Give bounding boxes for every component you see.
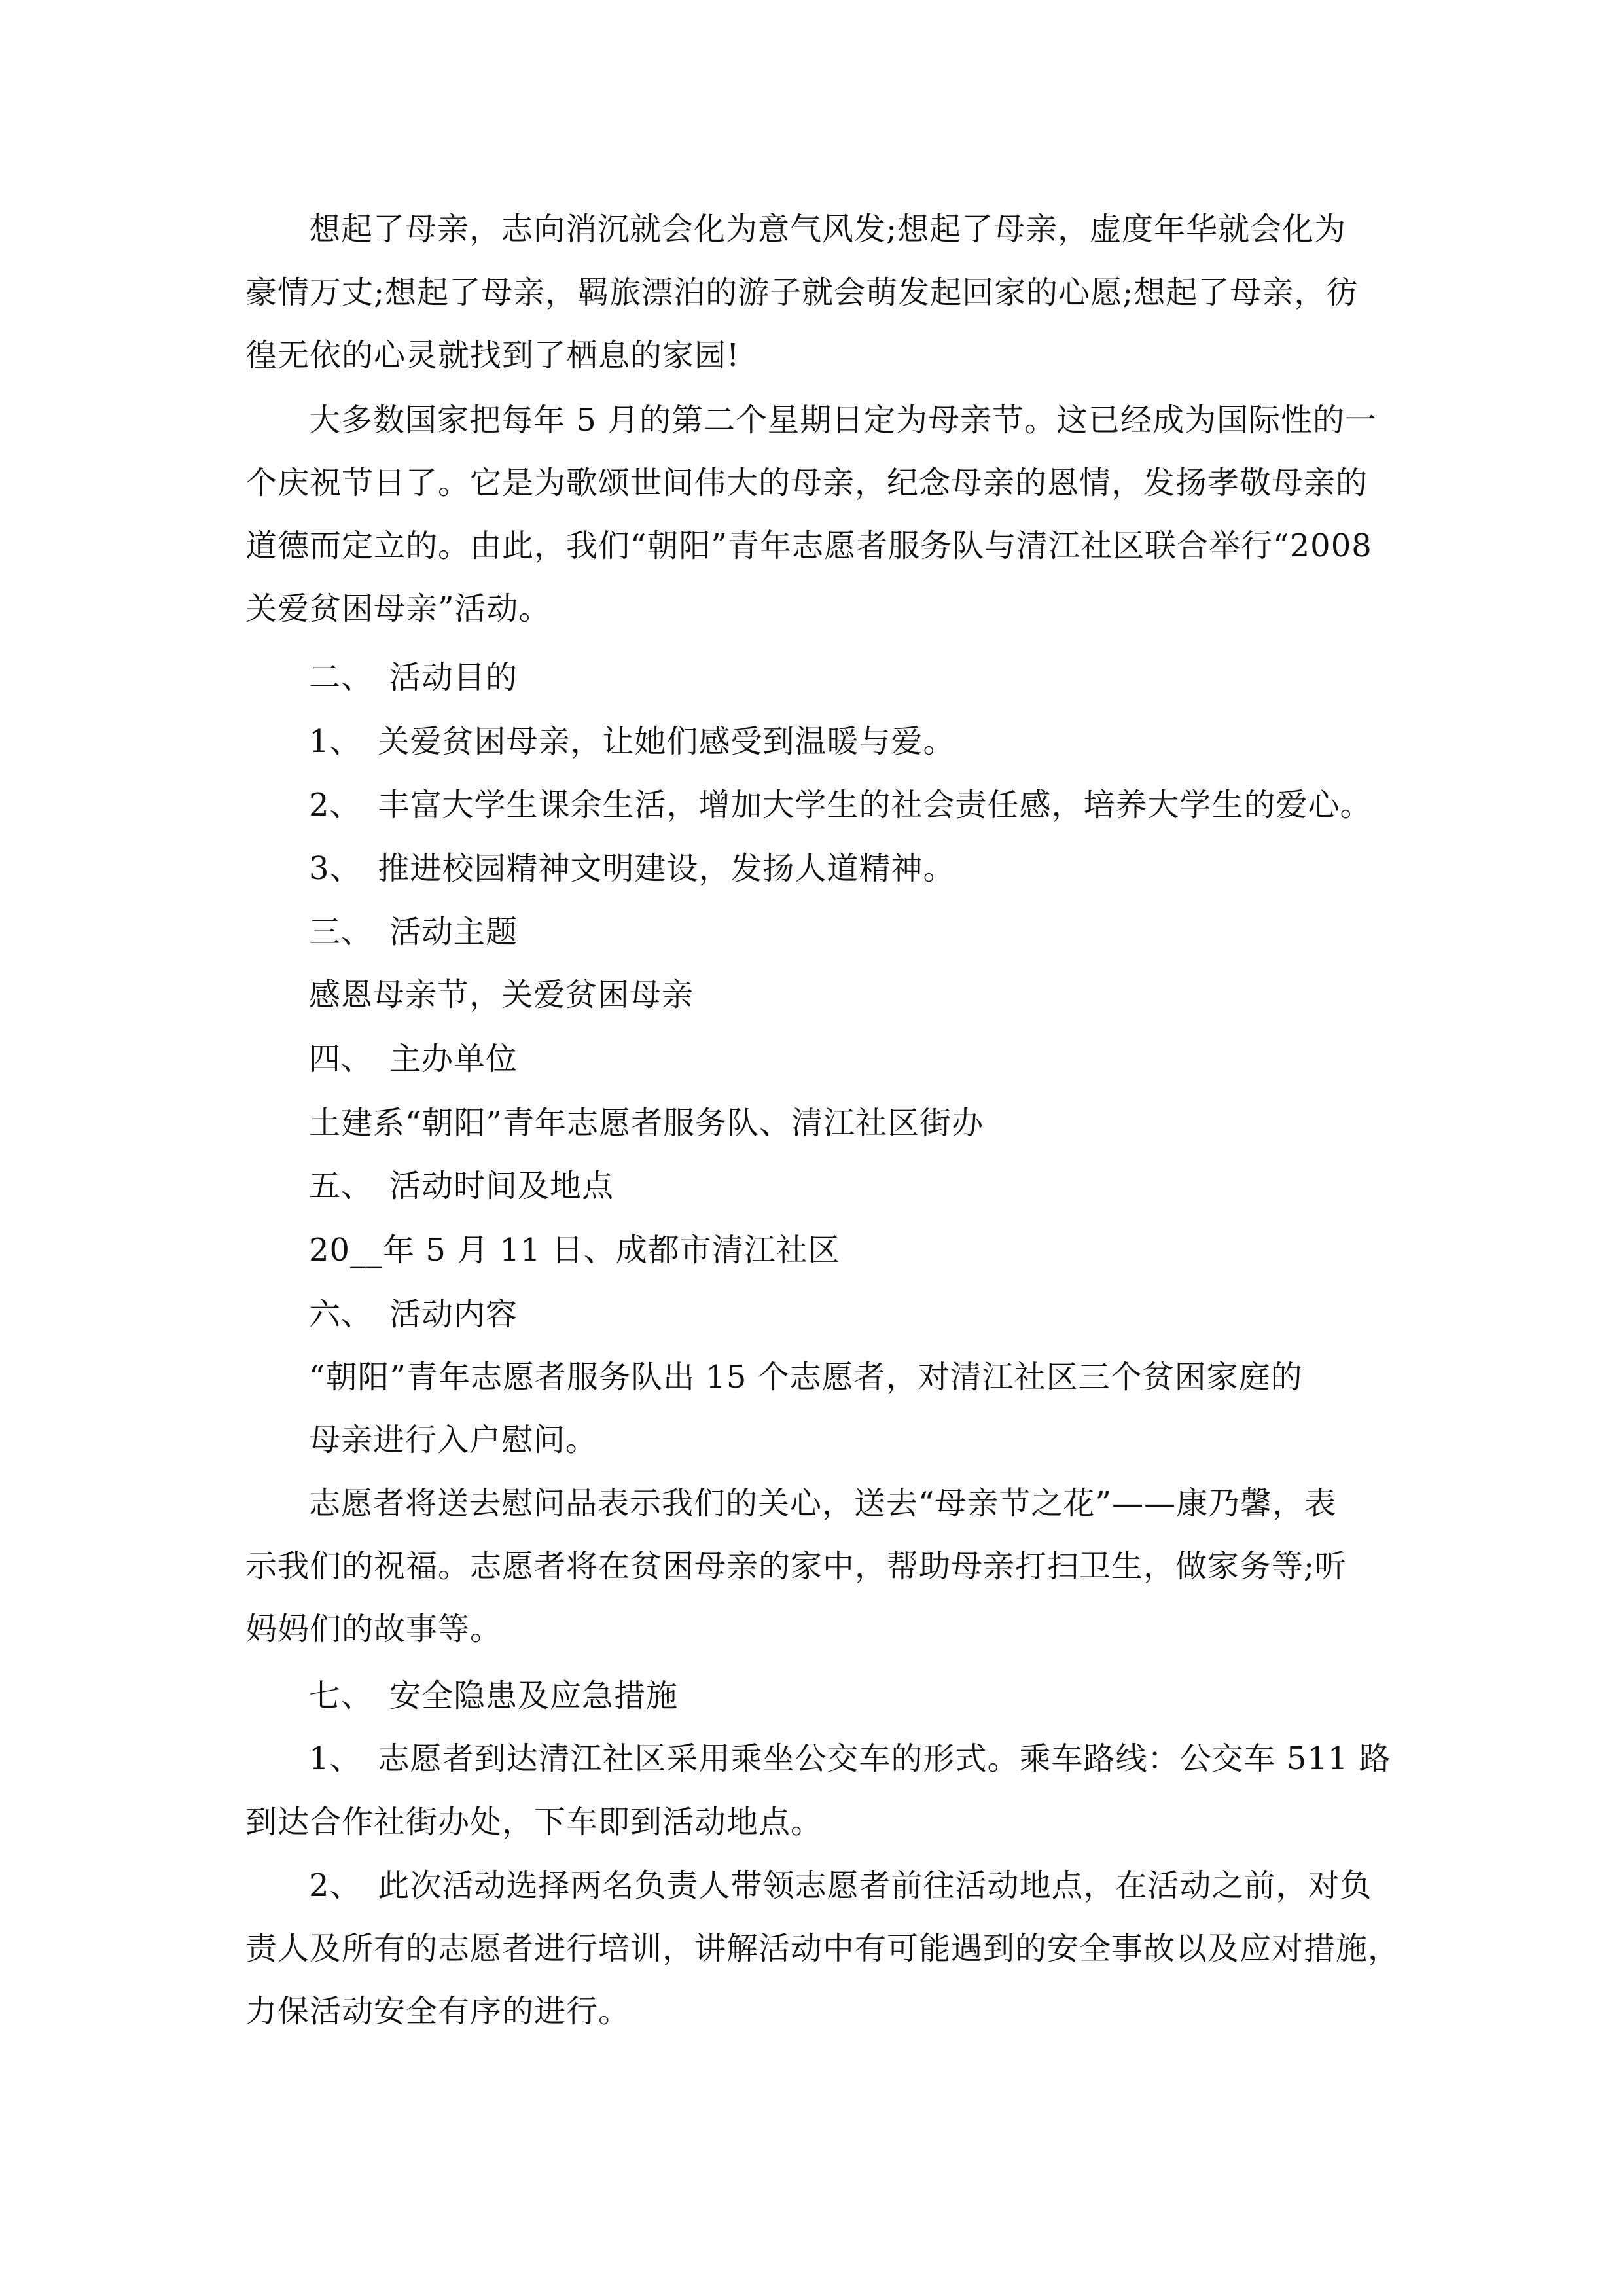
paragraph-line: 徨无依的心灵就找到了栖息的家园! [245,337,740,374]
paragraph-line: 土建系“朝阳”青年志愿者服务队、清江社区街办 [309,1105,984,1141]
paragraph-line: “朝阳”青年志愿者服务队出 15 个志愿者，对清江社区三个贫困家庭的 [309,1359,1303,1395]
section-heading: 七、 安全隐患及应急措施 [309,1677,679,1714]
paragraph-line: 豪情万丈;想起了母亲，羁旅漂泊的游子就会萌发起回家的心愿;想起了母亲，彷 [245,274,1359,311]
paragraph-line: 示我们的祝福。志愿者将在贫困母亲的家中，帮助母亲打扫卫生，做家务等;听 [245,1548,1347,1585]
paragraph-line: 关爱贫困母亲”活动。 [245,590,551,627]
section-heading: 二、 活动目的 [309,659,518,696]
paragraph-line: 力保活动安全有序的进行。 [245,1993,631,2030]
paragraph-line: 责人及所有的志愿者进行培训，讲解活动中有可能遇到的安全事故以及应对措施， [245,1930,1400,1967]
paragraph-line: 20__年 5 月 11 日、成都市清江社区 [309,1232,840,1268]
paragraph-line: 想起了母亲，志向消沉就会化为意气风发;想起了母亲，虚度年华就会化为 [309,211,1347,247]
list-item: 2、 此次活动选择两名负责人带领志愿者前往活动地点，在活动之前，对负 [309,1867,1372,1904]
list-item: 2、 丰富大学生课余生活，增加大学生的社会责任感，培养大学生的爱心。 [309,787,1372,823]
list-item: 1、 志愿者到达清江社区采用乘坐公交车的形式。乘车路线：公交车 511 路 [309,1740,1391,1777]
section-heading: 五、 活动时间及地点 [309,1168,615,1204]
section-heading: 四、 主办单位 [309,1041,518,1077]
paragraph-line: 道德而定立的。由此，我们“朝阳”青年志愿者服务队与清江社区联合举行“2008 [245,528,1372,564]
section-heading: 三、 活动主题 [309,914,518,950]
paragraph-line: 志愿者将送去慰问品表示我们的关心，送去“母亲节之花”——康乃馨，表 [309,1485,1337,1522]
list-item: 3、 推进校园精神文明建设，发扬人道精神。 [309,850,955,887]
list-item: 1、 关爱贫困母亲，让她们感受到温暖与爱。 [309,723,955,760]
paragraph-line: 母亲进行入户慰问。 [309,1422,598,1458]
paragraph-line: 个庆祝节日了。它是为歌颂世间伟大的母亲，纪念母亲的恩情，发扬孝敬母亲的 [245,465,1368,501]
section-heading: 六、 活动内容 [309,1296,518,1333]
paragraph-line: 妈妈们的故事等。 [245,1611,503,1647]
paragraph-line: 大多数国家把每年 5 月的第二个星期日定为母亲节。这已经成为国际性的一 [309,402,1378,439]
paragraph-line: 感恩母亲节，关爱贫困母亲 [309,977,694,1013]
paragraph-line: 到达合作社街办处，下车即到活动地点。 [245,1804,823,1840]
